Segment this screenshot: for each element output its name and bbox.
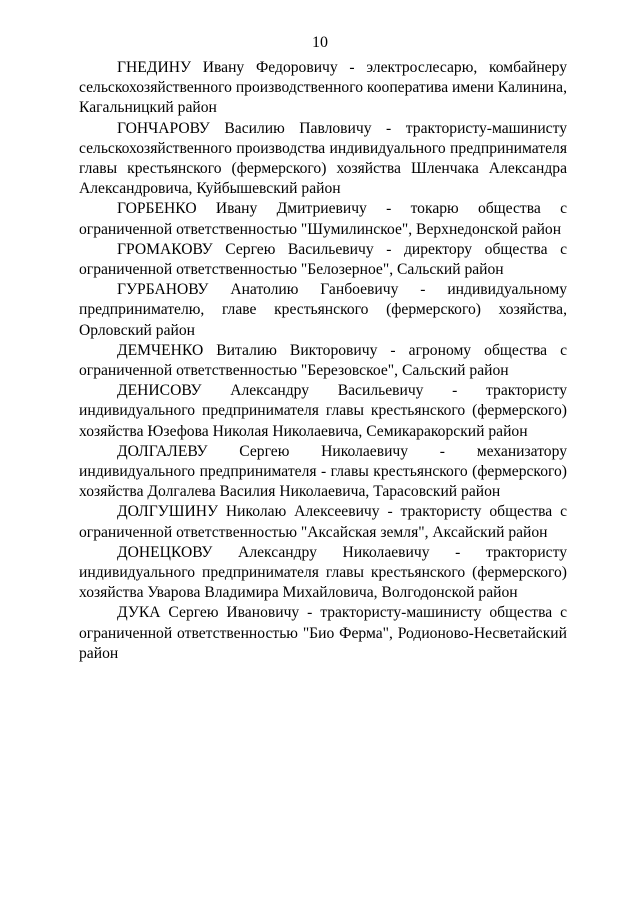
list-item: ДЕМЧЕНКО Виталию Викторовичу - агроному общества с ограниченной ответственностью "Березовское", Сальский район <box>79 341 567 380</box>
list-item: ГОРБЕНКО Ивану Дмитриевичу - токарю общества с ограниченной ответственностью "Шумилинское", Верхнедонской район <box>79 200 567 238</box>
page-number: 10 <box>312 34 328 51</box>
list-item: ГРОМАКОВУ Сергею Васильевичу - директору общества с ограниченной ответственностью "Белозерное", Сальский район <box>79 240 567 279</box>
list-item: ДОЛГАЛЕВУ Сергею Николаевичу - механизатору индивидуального предпринимателя - главы крестьянского (фермерского) хозяйства Долгалева Василия Николаевича, Тарасовский район <box>79 442 567 501</box>
list-item: ГОНЧАРОВУ Василию Павловичу - трактористу-машинисту сельскохозяйственного производства индивидуального предпринимателя главы крестьянского (фермерского) хозяйства Шленчака Александра Александровича, Куйбышевский район <box>79 119 567 198</box>
list-item: ДУКА Сергею Ивановичу - трактористу-машинисту общества с ограниченной ответственностью "Био Ферма", Родионово-Несветайский район <box>79 604 567 662</box>
list-item: ДЕНИСОВУ Александру Васильевичу - трактористу индивидуального предпринимателя главы крестьянского (фермерского) хозяйства Юзефова Николая Николаевича, Семикаракорский район <box>79 382 567 440</box>
list-item: ДОНЕЦКОВУ Александру Николаевичу - трактористу индивидуального предпринимателя главы крестьянского (фермерского) хозяйства Уварова Владимира Михайловича, Волгодонской район <box>79 543 567 602</box>
list-item: ДОЛГУШИНУ Николаю Алексеевичу - трактористу общества с ограниченной ответственностью "Аксайская земля", Аксайский район <box>79 503 567 541</box>
award-list <box>79 58 567 664</box>
list-item: ГНЕДИНУ Ивану Федоровичу - электрослесарю, комбайнеру сельскохозяйственного производственного кооператива имени Калинина, Кагальницкий район <box>79 59 567 117</box>
list-item: ГУРБАНОВУ Анатолию Ганбоевичу - индивидуальному предпринимателю, главе крестьянского (фермерского) хозяйства, Орловский район <box>79 281 567 339</box>
